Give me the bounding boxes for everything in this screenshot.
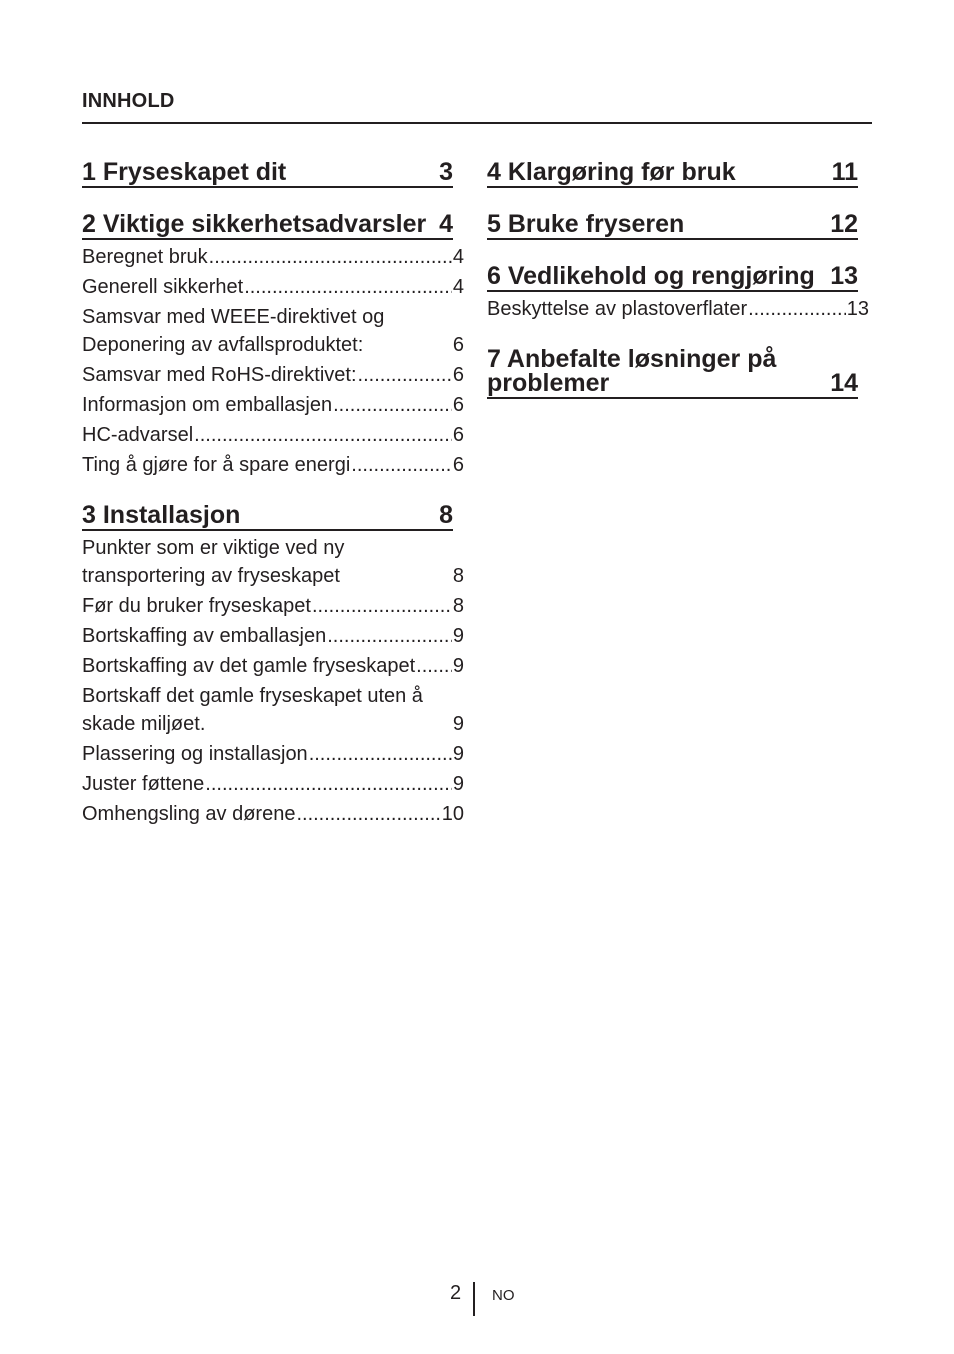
section-title: 3 Installasjon [82,501,241,529]
toc-entry[interactable] [82,770,464,798]
section-heading[interactable] [82,160,453,188]
toc-section [487,264,869,323]
toc-left-column [82,160,464,852]
toc-entry-label: Beskyttelse av plastoverflater [487,298,748,320]
section-heading[interactable] [487,212,858,240]
toc-entry-page: 10 [441,803,464,825]
page-title: INNHOLD [82,90,872,124]
toc-entry[interactable] [82,592,464,620]
toc-section [82,503,464,828]
toc-section [82,212,464,479]
toc-entry-label: Generell sikkerhet [82,276,244,298]
dot-leader [205,770,452,798]
toc-section [82,160,464,188]
toc-entry-page: 6 [452,334,464,356]
toc-entry[interactable] [82,622,464,650]
dot-leader [416,652,452,680]
toc-entry-page: 9 [452,743,464,765]
section-title: 1 Fryseskapet dit [82,158,287,186]
section-page-number: 8 [439,501,453,529]
toc-section [487,160,869,188]
section-title: 4 Klargøring før bruk [487,158,736,186]
dot-leader [309,740,452,768]
dot-leader [351,451,452,479]
page-footer [0,1282,954,1316]
toc-right-column [487,160,869,423]
toc-entry[interactable] [82,451,464,479]
dot-leader [209,243,452,271]
dot-leader [244,273,452,301]
section-page-number: 3 [439,158,453,186]
toc-entry[interactable] [82,534,464,590]
toc-entry-page: 8 [452,595,464,617]
language-code: NO [492,1287,515,1304]
toc-entry-label: Før du bruker fryseskapet [82,595,311,617]
dot-leader [748,295,846,323]
toc-entry-label: Omhengsling av dørene [82,803,296,825]
toc-entry-page: 9 [452,773,464,795]
toc-entry-page: 4 [452,246,464,268]
toc-entry[interactable] [82,303,464,359]
dot-leader [194,421,452,449]
toc-entry[interactable] [82,243,464,271]
toc-entry-label: Bortskaff det gamle fryseskapet uten å skade miljøet. [82,685,423,735]
toc-entry[interactable] [82,740,464,768]
dot-leader [296,800,440,828]
toc-entry-page: 6 [452,454,464,476]
toc-entry-page: 9 [452,713,464,735]
section-title: 5 Bruke fryseren [487,210,685,238]
section-title: 6 Vedlikehold og rengjøring [487,262,815,290]
toc-entry[interactable] [82,652,464,680]
toc-entry-page: 6 [452,364,464,386]
toc-entry[interactable] [82,273,464,301]
toc-entry-label: Samsvar med RoHS-direktivet: [82,364,357,386]
toc-entry-label: Plassering og installasjon [82,743,308,765]
toc-section [487,347,869,399]
toc-entry-list [82,243,464,479]
section-heading[interactable] [82,212,453,240]
section-heading[interactable] [487,347,858,399]
toc-entry-page: 9 [452,655,464,677]
toc-entry[interactable] [82,391,464,419]
toc-entry-label: Ting å gjøre for å spare energi [82,454,351,476]
toc-entry-label: HC-advarsel [82,424,194,446]
toc-entry[interactable] [82,800,464,828]
dot-leader [358,361,452,389]
toc-section [487,212,869,240]
section-page-number: 13 [830,262,858,290]
toc-entry-page: 8 [452,565,464,587]
toc-entry-label: Informasjon om emballasjen [82,394,333,416]
toc-entry-list [82,534,464,828]
toc-entry-label: Bortskaffing av det gamle fryseskapet [82,655,416,677]
toc-entry-label: Samsvar med WEEE-direktivet og Deponering av avfallsproduktet: [82,306,385,356]
toc-entry-list [487,295,869,323]
dot-leader [333,391,452,419]
toc-entry-page: 4 [452,276,464,298]
toc-entry-page: 6 [452,394,464,416]
toc-entry[interactable] [82,361,464,389]
toc-entry-page: 6 [452,424,464,446]
toc-entry-page: 13 [846,298,869,320]
toc-entry[interactable] [487,295,869,323]
section-page-number: 12 [830,210,858,238]
page-number: 2 [450,1282,462,1304]
toc-entry-label: Bortskaffing av emballasjen [82,625,327,647]
toc-entry[interactable] [82,682,464,738]
dot-leader [312,592,452,620]
section-heading[interactable] [82,503,453,531]
section-page-number: 14 [830,369,858,397]
footer-divider [473,1282,475,1316]
toc-entry-label: Beregnet bruk [82,246,208,268]
section-page-number: 11 [831,158,858,186]
section-heading[interactable] [487,160,858,188]
toc-entry-label: Punkter som er viktige ved ny transportering av fryseskapet [82,537,345,587]
section-title: 7 Anbefalte løsninger på problemer [487,345,777,397]
section-title: 2 Viktige sikkerhetsadvarsler [82,210,427,238]
section-page-number: 4 [439,210,453,238]
section-heading[interactable] [487,264,858,292]
toc-entry-label: Juster føttene [82,773,205,795]
toc-entry-page: 9 [452,625,464,647]
toc-entry[interactable] [82,421,464,449]
dot-leader [327,622,452,650]
